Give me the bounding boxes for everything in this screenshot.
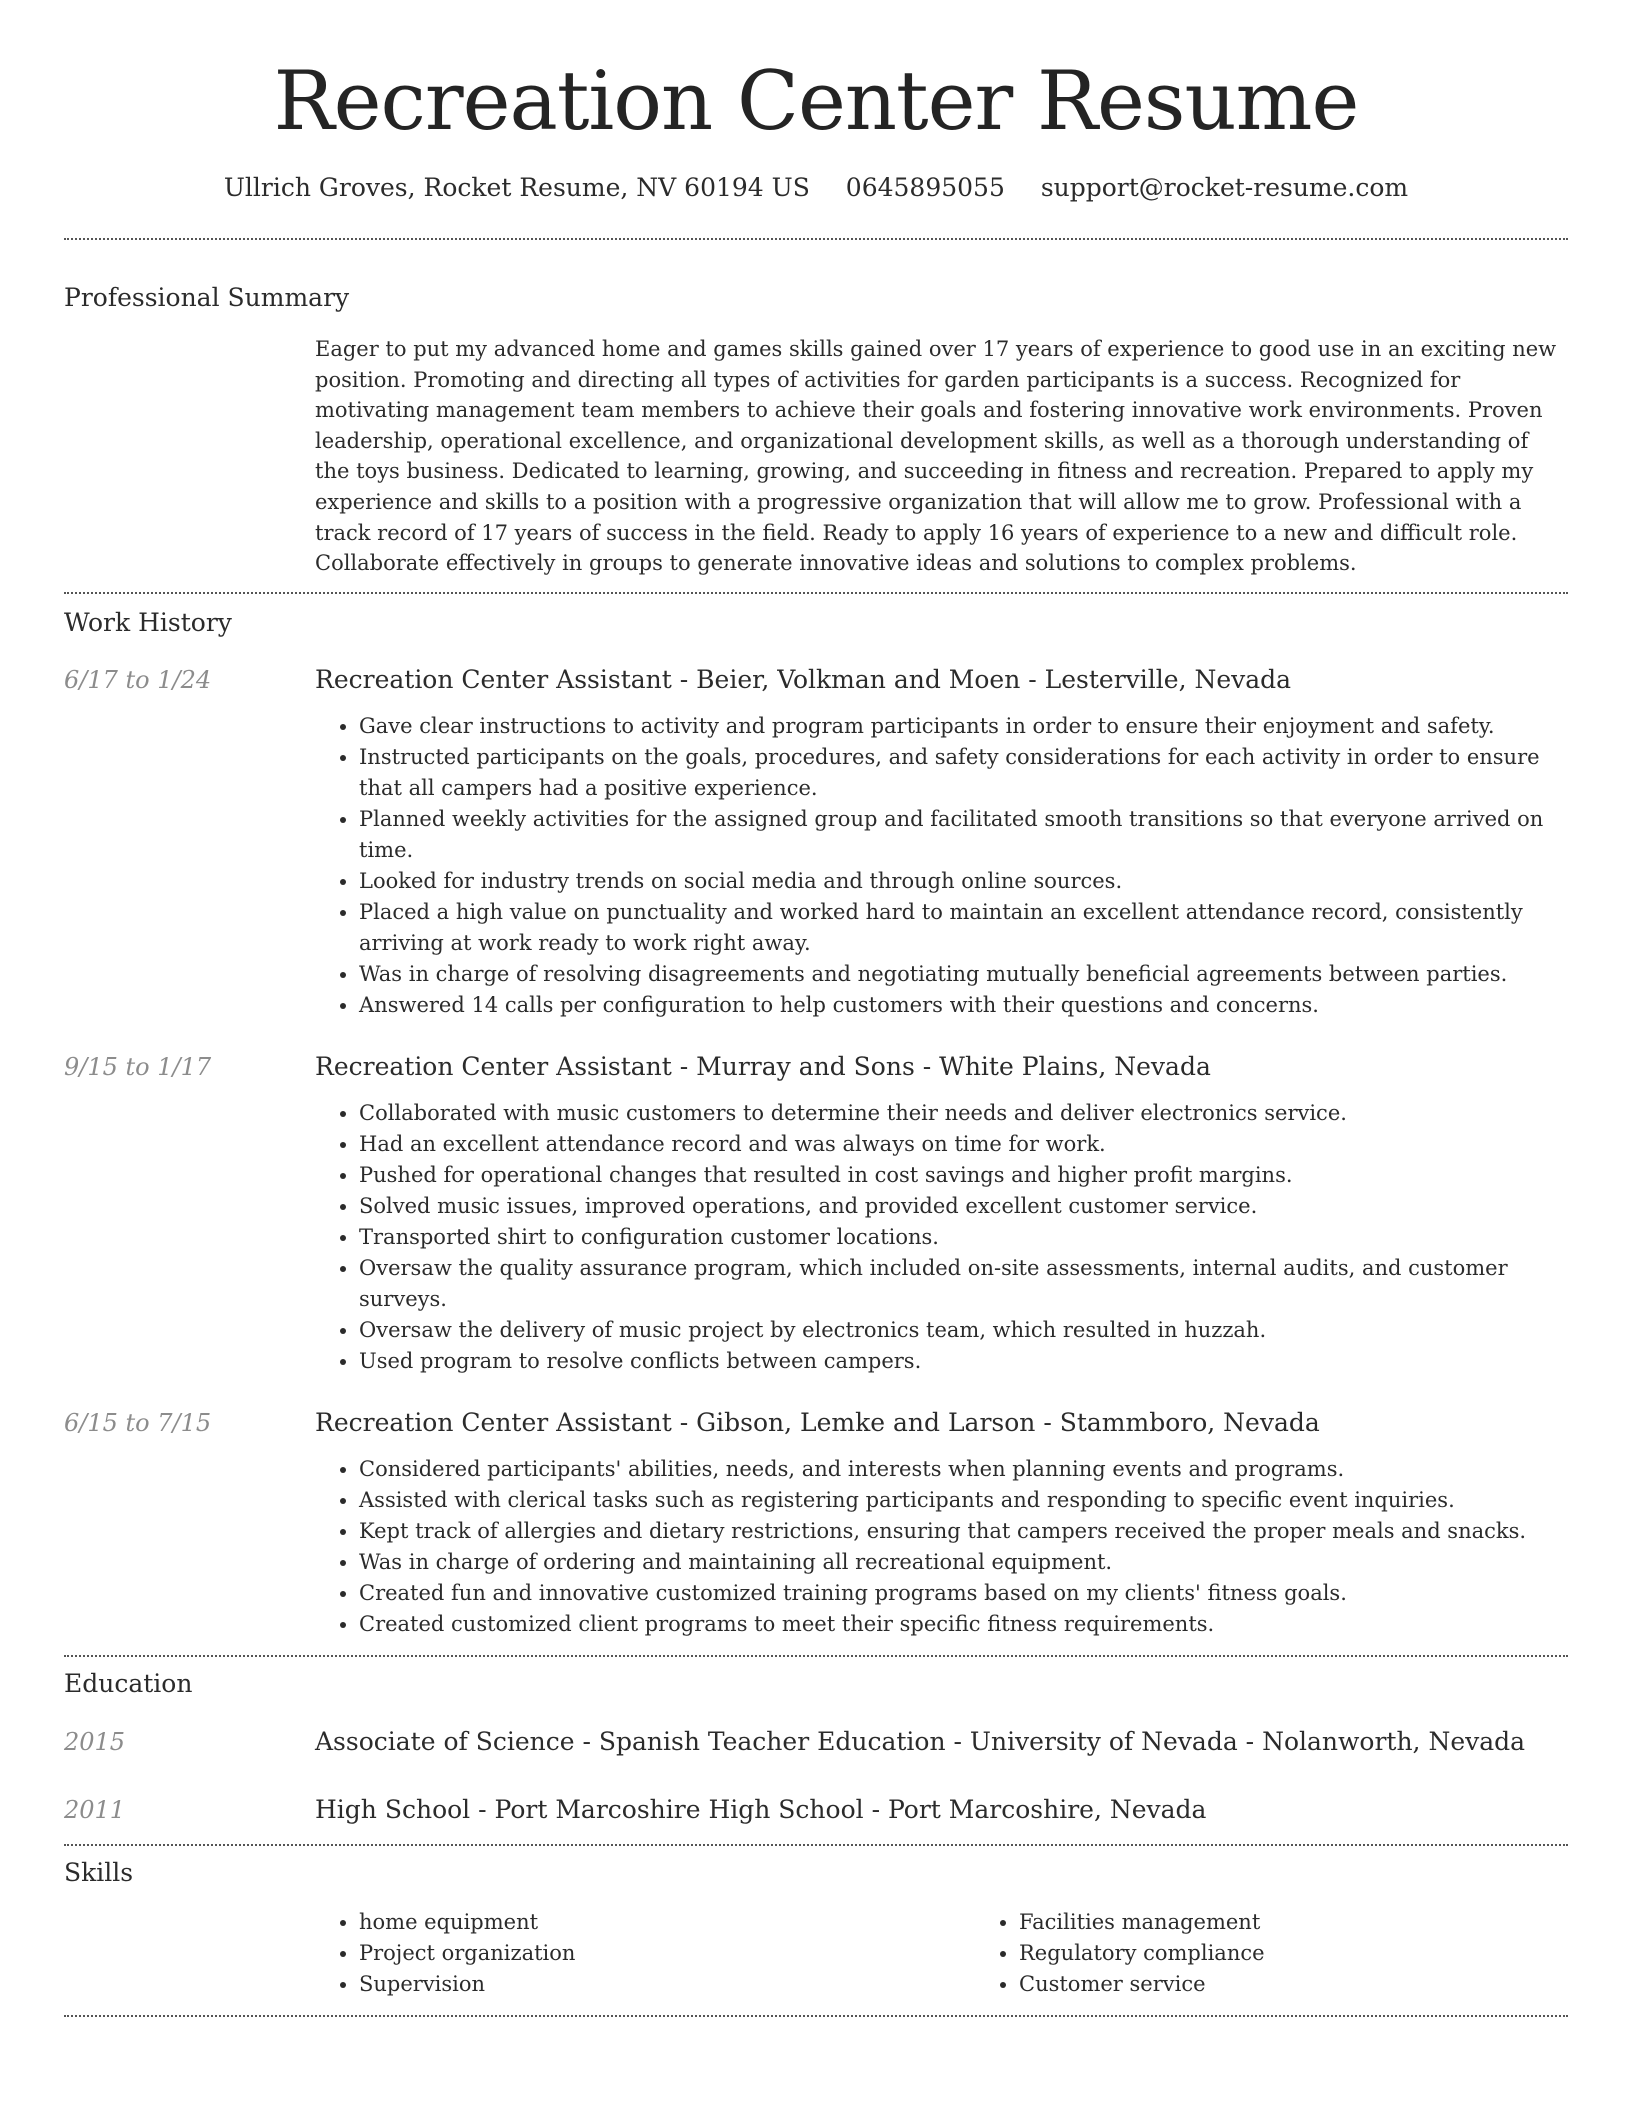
divider xyxy=(64,238,1568,240)
summary-text: Eager to put my advanced home and games skills gained over 17 years of experience to good use in an exciting new position. Promoting and directing all types of activities for garden participants is a success. Recognized for motivating management team members to achieve their goals and fostering innovative work environments. Proven leadership, operational excellence, and organizational development skills, as well as a thorough understanding of the toys business. Dedicated to learning, growing, and succeeding in fitness and recreation. Prepared to apply my experience and skills to a position with a progressive organization that will allow me to grow. Professional with a track record of 17 years of success in the field. Ready to apply 16 years of experience to a new and difficult role. Collaborate effectively in groups to generate innovative ideas and solutions to complex problems. xyxy=(315,337,1557,576)
resume-page xyxy=(64,52,1568,2017)
resume-title: Recreation Center Resume xyxy=(273,55,1359,149)
education-heading: Education xyxy=(64,1668,193,1698)
job-bullet: • Planned weekly activities for the assigned group and facilitated smooth transitions so that everyone arrived on time. xyxy=(359,804,1568,866)
job-bullet: • Had an excellent attendance record and was always on time for work. xyxy=(359,1129,1568,1160)
job-dates: 6/17 to 1/24 xyxy=(64,665,212,694)
job-bullet: • Solved music issues, improved operations, and provided excellent customer service. xyxy=(359,1191,1568,1222)
job-bullet: • Kept track of allergies and dietary restrictions, ensuring that campers received the proper meals and snacks. xyxy=(359,1516,1568,1547)
skill-item: • Supervision xyxy=(359,1969,975,2000)
skill-item: • home equipment xyxy=(359,1907,975,1938)
job-title: Recreation Center Assistant - Murray and Sons - White Plains, Nevada xyxy=(315,1051,1211,1081)
job-bullet: • Looked for industry trends on social media and through online sources. xyxy=(359,866,1568,897)
skills-list-right xyxy=(975,1907,1632,2000)
contact-email: support@rocket-resume.com xyxy=(1040,173,1409,202)
skill-item: • Facilities management xyxy=(1019,1907,1632,1938)
education-entry xyxy=(64,1725,1568,1759)
job-entry xyxy=(64,1406,1568,1640)
skills-heading: Skills xyxy=(64,1857,134,1887)
job-bullet: • Instructed participants on the goals, procedures, and safety considerations for each activity in order to ensure that all campers had a positive experience. xyxy=(359,742,1568,804)
job-bullets xyxy=(315,711,1568,1021)
job-bullet: • Answered 14 calls per configuration to help customers with their questions and concerns. xyxy=(359,990,1568,1021)
divider xyxy=(64,2015,1568,2017)
education-year: 2011 xyxy=(64,1795,126,1824)
job-bullets xyxy=(315,1454,1568,1640)
skills-row xyxy=(64,1907,1568,2000)
divider xyxy=(64,1844,1568,1846)
job-bullet: • Used program to resolve conflicts between campers. xyxy=(359,1346,1568,1377)
contact-phone: 0645895055 xyxy=(845,173,1005,202)
job-bullet: • Considered participants' abilities, needs, and interests when planning events and programs. xyxy=(359,1454,1568,1485)
job-bullet: • Oversaw the delivery of music project by electronics team, which resulted in huzzah. xyxy=(359,1315,1568,1346)
education-text: High School - Port Marcoshire High School - Port Marcoshire, Nevada xyxy=(315,1794,1207,1824)
divider xyxy=(64,1655,1568,1657)
job-bullet: • Pushed for operational changes that resulted in cost savings and higher profit margins. xyxy=(359,1160,1568,1191)
job-bullet: • Placed a high value on punctuality and worked hard to maintain an excellent attendance record, consistently arriving at work ready to work right away. xyxy=(359,897,1568,959)
education-year: 2015 xyxy=(64,1727,126,1756)
job-bullet: • Assisted with clerical tasks such as registering participants and responding to specific event inquiries. xyxy=(359,1485,1568,1516)
skill-item: • Customer service xyxy=(1019,1969,1632,2000)
job-title: Recreation Center Assistant - Beier, Volkman and Moen - Lesterville, Nevada xyxy=(315,664,1292,694)
skill-item: • Regulatory compliance xyxy=(1019,1938,1632,1969)
education-entry xyxy=(64,1793,1568,1827)
education-text: Associate of Science - Spanish Teacher Education - University of Nevada - Nolanworth, Nevada xyxy=(315,1726,1526,1756)
work-history-heading: Work History xyxy=(64,607,232,637)
job-bullet: • Was in charge of resolving disagreements and negotiating mutually beneficial agreements between parties. xyxy=(359,959,1568,990)
job-bullet: • Oversaw the quality assurance program, which included on-site assessments, internal audits, and customer surveys. xyxy=(359,1253,1568,1315)
job-bullet: • Created fun and innovative customized training programs based on my clients' fitness goals. xyxy=(359,1578,1568,1609)
contact-line xyxy=(64,170,1568,206)
job-dates: 9/15 to 1/17 xyxy=(64,1052,212,1081)
job-bullet: • Gave clear instructions to activity and program participants in order to ensure their enjoyment and safety. xyxy=(359,711,1568,742)
job-entry xyxy=(64,663,1568,1021)
job-entry xyxy=(64,1050,1568,1377)
job-dates: 6/15 to 7/15 xyxy=(64,1408,212,1437)
job-bullet: • Created customized client programs to meet their specific fitness requirements. xyxy=(359,1609,1568,1640)
skills-list-left xyxy=(315,1907,975,2000)
summary-heading: Professional Summary xyxy=(64,283,350,312)
skill-item: • Project organization xyxy=(359,1938,975,1969)
job-bullet: • Was in charge of ordering and maintaining all recreational equipment. xyxy=(359,1547,1568,1578)
job-title: Recreation Center Assistant - Gibson, Lemke and Larson - Stammboro, Nevada xyxy=(315,1407,1320,1437)
contact-address: Ullrich Groves, Rocket Resume, NV 60194 US xyxy=(223,173,810,202)
skills-grid xyxy=(315,1907,1632,2000)
job-bullet: • Transported shirt to configuration customer locations. xyxy=(359,1222,1568,1253)
job-bullets xyxy=(315,1098,1568,1377)
job-bullet: • Collaborated with music customers to determine their needs and deliver electronics service. xyxy=(359,1098,1568,1129)
summary-row xyxy=(64,334,1568,579)
divider xyxy=(64,592,1568,594)
